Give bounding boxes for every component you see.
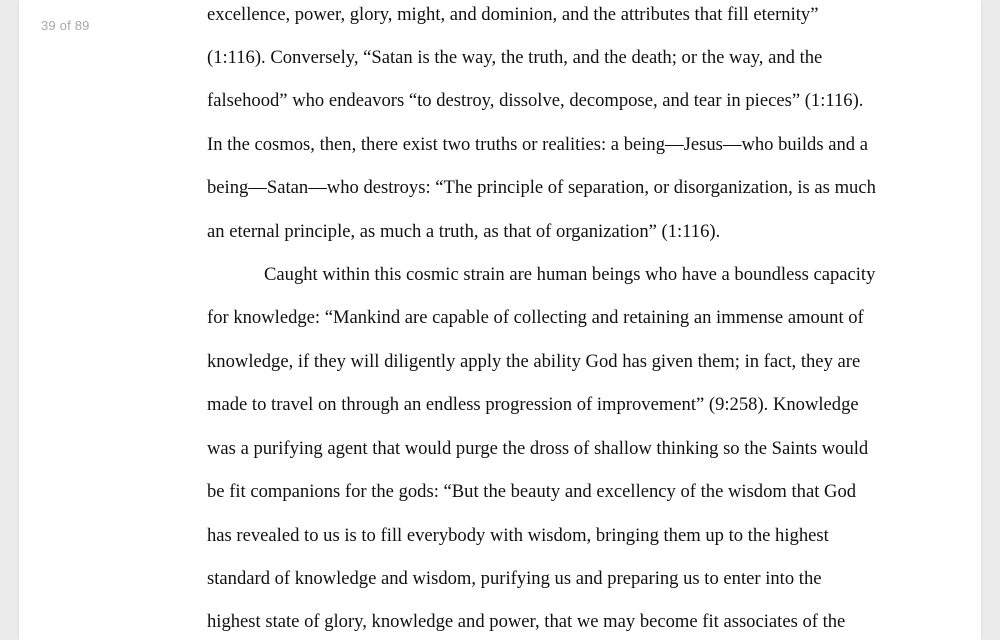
page-indicator: 39 of 89 bbox=[41, 18, 90, 33]
text-line: being—Satan—who destroys: “The principle of separation, or disorganization, is as much bbox=[207, 177, 876, 198]
text-line: knowledge, if they will diligently apply the ability God has given them; in fact, they are bbox=[207, 351, 861, 372]
text-line: made to travel on through an endless progression of improvement” (9:258). Knowledge bbox=[207, 394, 859, 415]
text-line: standard of knowledge and wisdom, purifying us and preparing us to enter into the bbox=[207, 568, 822, 589]
text-line: excellence, power, glory, might, and dominion, and the attributes that fill eternity” bbox=[207, 4, 819, 25]
text-line: was a purifying agent that would purge the dross of shallow thinking so the Saints would bbox=[207, 438, 869, 459]
text-line: (1:116). Conversely, “Satan is the way, the truth, and the death; or the way, and the bbox=[207, 47, 823, 68]
text-line-paragraph-start: Caught within this cosmic strain are human beings who have a boundless capacity bbox=[264, 264, 876, 285]
text-line: In the cosmos, then, there exist two truths or realities: a being—Jesus—who builds and a bbox=[207, 134, 868, 155]
text-line: for knowledge: “Mankind are capable of collecting and retaining an immense amount of bbox=[207, 307, 864, 328]
text-line: falsehood” who endeavors “to destroy, dissolve, decompose, and tear in pieces” (1:116). bbox=[207, 90, 864, 111]
document-page[interactable] bbox=[19, 0, 981, 640]
text-line: highest state of glory, knowledge and power, that we may become fit associates of the bbox=[207, 611, 846, 632]
text-line: an eternal principle, as much a truth, as that of organization” (1:116). bbox=[207, 221, 721, 242]
text-line: be fit companions for the gods: “But the beauty and excellency of the wisdom that God bbox=[207, 481, 857, 502]
text-line: has revealed to us is to fill everybody with wisdom, bringing them up to the highest bbox=[207, 525, 829, 546]
